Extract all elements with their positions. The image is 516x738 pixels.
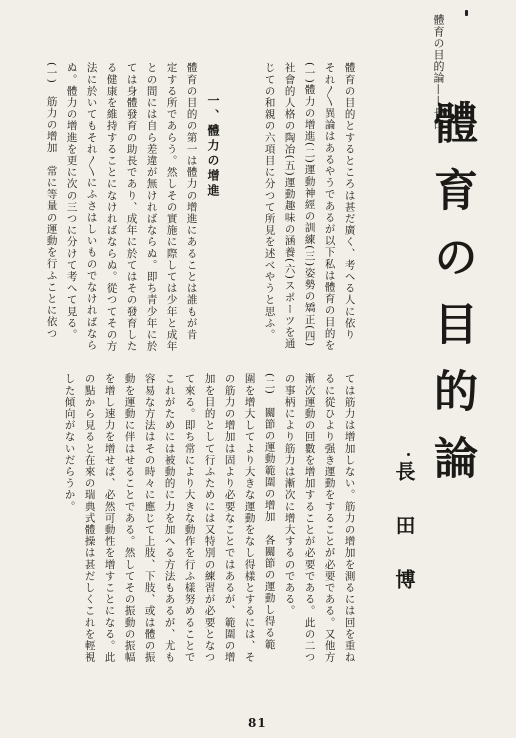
ink-mark bbox=[465, 10, 468, 16]
page-number: 81 bbox=[248, 716, 267, 730]
text-line: の點から見ると在來の瑞典式體操は甚だしくこれを輕視 bbox=[83, 373, 96, 663]
text-line: ては筋力は增加しない。筋力の增加を測るには回を重ね bbox=[343, 373, 356, 663]
text-line: (一)體力の增進(二)運動神經の訓練(三)姿勢の矯正(四) bbox=[303, 62, 316, 348]
article-author: 長田博 bbox=[392, 461, 416, 623]
text-line: 加を目的として行ふためには又特別の練習が必要となつ bbox=[203, 373, 216, 663]
text-line: (一) 筋力の增加 常に等量の運動を行ふことに依つ bbox=[45, 62, 58, 340]
text-line: これがためには被動的に力を加へる方法もあるが、尤も bbox=[163, 373, 176, 663]
text-line: 體育の目的の第一は體力の增進にあることは誰もが肯 bbox=[185, 62, 198, 341]
text-line: るに從ひより强き運動をすることが必要である。又他方 bbox=[323, 373, 336, 663]
text-line: 容易な方法はその時々に應じて上肢、下肢、或は體の振 bbox=[143, 373, 156, 663]
section-heading: 一、體力の增進 bbox=[206, 94, 220, 199]
text-line: 社會的人格の陶冶(五)運動趣味の涵養(六)スポーツを通 bbox=[283, 62, 296, 350]
text-line: の事柄により筋力は漸次に增大するのである。 bbox=[283, 373, 296, 617]
ink-dot bbox=[407, 453, 410, 456]
text-line: (二) 關節の運動範圍の增加 各關節の運動し得る範 bbox=[263, 373, 276, 651]
text-line: 定する所であらう。然しその實施に際しては少年と成年 bbox=[165, 62, 178, 352]
text-line: を增し速力を增せば、必然可動性を增すことになる。此 bbox=[103, 373, 116, 663]
text-line: それ〳〵異論はあるやうであるが以下私は體育の目的を bbox=[323, 62, 336, 351]
text-line: ぬ。體力の增進を更に次の三つに分けて考へて見る。 bbox=[65, 62, 78, 341]
text-line: 動を運動に伴はせることである。然してその振動の振幅 bbox=[123, 373, 136, 663]
running-head: 體育の目的論——長田 bbox=[432, 14, 445, 130]
text-line: 體育の目的とするところは甚だ廣く、考へる人に依り bbox=[343, 62, 356, 341]
text-line: じての和親の六項目に分つて所見を述べやうと思ふ。 bbox=[263, 62, 276, 341]
text-line: て來る。即ち常により大きな動作を行ふ樣努めることで bbox=[183, 373, 196, 663]
text-line: 圍を增大してより大きな運動をなし得樣とするには、そ bbox=[243, 373, 256, 663]
text-line: した傾向がないだらうか。 bbox=[63, 373, 76, 513]
article-title: 體育の目的論 bbox=[426, 100, 477, 502]
text-line: 法に於いてもそれ〳〵にふさはしいものでなければなら bbox=[85, 62, 98, 351]
text-line: の筋力の增加は固より必要なことではあるが、範圍の增 bbox=[223, 373, 236, 663]
text-line: ては身體發育の助長であり、成年に於てはその發育した bbox=[125, 62, 138, 352]
text-line: との間には自ら差違が無ければならぬ。即ち青少年に於 bbox=[145, 62, 158, 352]
text-line: 漸次運動の回數を增加することが必要である。此の二つ bbox=[303, 373, 316, 663]
text-line: る健康を維持することになければならぬ。從つてその方 bbox=[105, 62, 118, 352]
